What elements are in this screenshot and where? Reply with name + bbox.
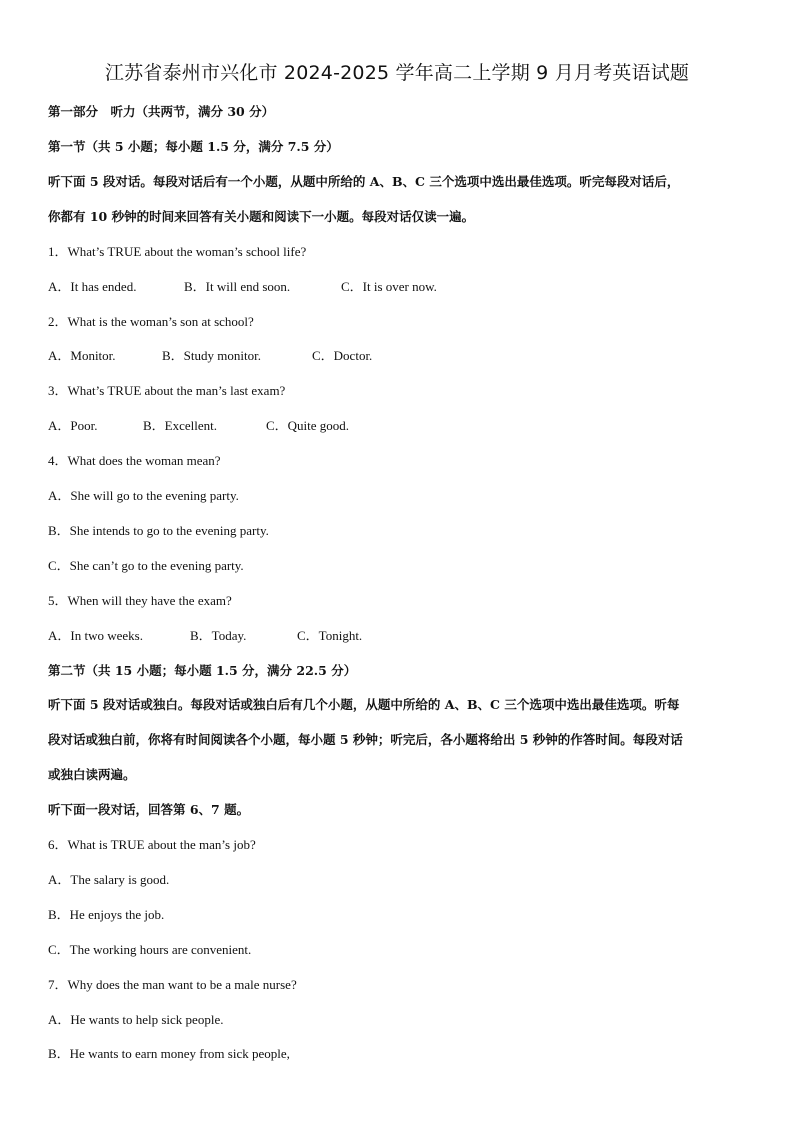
- question-7-stem: 7．Why does the man want to be a male nurse?: [48, 977, 297, 992]
- question-3-options: [48, 418, 748, 434]
- question-4-option-a: A．She will go to the evening party.: [48, 488, 239, 503]
- question-4-option-b: B．She intends to go to the evening party.: [48, 523, 269, 538]
- option-b: B．Study monitor.: [162, 348, 261, 363]
- question-7-option-a: A．He wants to help sick people.: [48, 1012, 224, 1027]
- question-2-options: [48, 348, 748, 364]
- question-6-stem: 6．What is TRUE about the man’s job?: [48, 837, 256, 852]
- instructions-2-line-1: 听下面 5 段对话或独白。每段对话或独白后有几个小题，从题中所给的 A、B、C 三个选项中选出最佳选项。听每: [48, 697, 680, 712]
- section-heading-2: 第二节（共 15 小题；每小题 1.5 分，满分 22.5 分）: [48, 663, 357, 678]
- instructions-2-line-3: 或独白读两遍。: [48, 767, 136, 782]
- option-c: C．Tonight.: [297, 628, 363, 643]
- option-c: C．Quite good.: [266, 418, 350, 433]
- question-4-stem: 4．What does the woman mean?: [48, 453, 221, 468]
- option-b: B．Today.: [190, 628, 247, 643]
- question-6-option-a: A．The salary is good.: [48, 872, 170, 887]
- page-title: 江苏省泰州市兴化市 2024-2025 学年高二上学期 9 月月考英语试题: [104, 62, 690, 84]
- question-4-option-c: C．She can’t go to the evening party.: [48, 558, 244, 573]
- question-6-option-b: B．He enjoys the job.: [48, 907, 165, 922]
- option-c: C．Doctor.: [312, 348, 373, 363]
- sub-instruction: 听下面一段对话，回答第 6、7 题。: [48, 802, 250, 817]
- instructions-1-line-2: 你都有 10 秒钟的时间来回答有关小题和阅读下一小题。每段对话仅读一遍。: [48, 209, 475, 224]
- option-a: A．Poor.: [48, 418, 98, 433]
- option-a: A．Monitor.: [48, 348, 116, 363]
- option-b: B．It will end soon.: [184, 279, 291, 294]
- option-a: A．In two weeks.: [48, 628, 143, 643]
- question-3-stem: 3．What’s TRUE about the man’s last exam?: [48, 383, 286, 398]
- section-heading-1: 第一节（共 5 小题；每小题 1.5 分，满分 7.5 分）: [48, 139, 339, 154]
- question-5-options: [48, 628, 748, 644]
- question-5-stem: 5．When will they have the exam?: [48, 593, 232, 608]
- part-heading: 第一部分 听力（共两节，满分 30 分）: [48, 104, 275, 119]
- question-1-options: [48, 279, 748, 295]
- option-a: A．It has ended.: [48, 279, 137, 294]
- option-b: B．Excellent.: [143, 418, 218, 433]
- question-6-option-c: C．The working hours are convenient.: [48, 942, 252, 957]
- instructions-1-line-1: 听下面 5 段对话。每段对话后有一个小题，从题中所给的 A、B、C 三个选项中选出最佳选项。听完每段对话后，: [48, 174, 680, 189]
- option-c: C．It is over now.: [341, 279, 437, 294]
- instructions-2-line-2: 段对话或独白前，你将有时间阅读各个小题，每小题 5 秒钟；听完后，各小题将给出 5 秒钟的作答时间。每段对话: [48, 732, 683, 747]
- question-2-stem: 2．What is the woman’s son at school?: [48, 314, 254, 329]
- question-1-stem: 1．What’s TRUE about the woman’s school life?: [48, 244, 307, 259]
- question-7-option-b: B．He wants to earn money from sick people,: [48, 1046, 290, 1061]
